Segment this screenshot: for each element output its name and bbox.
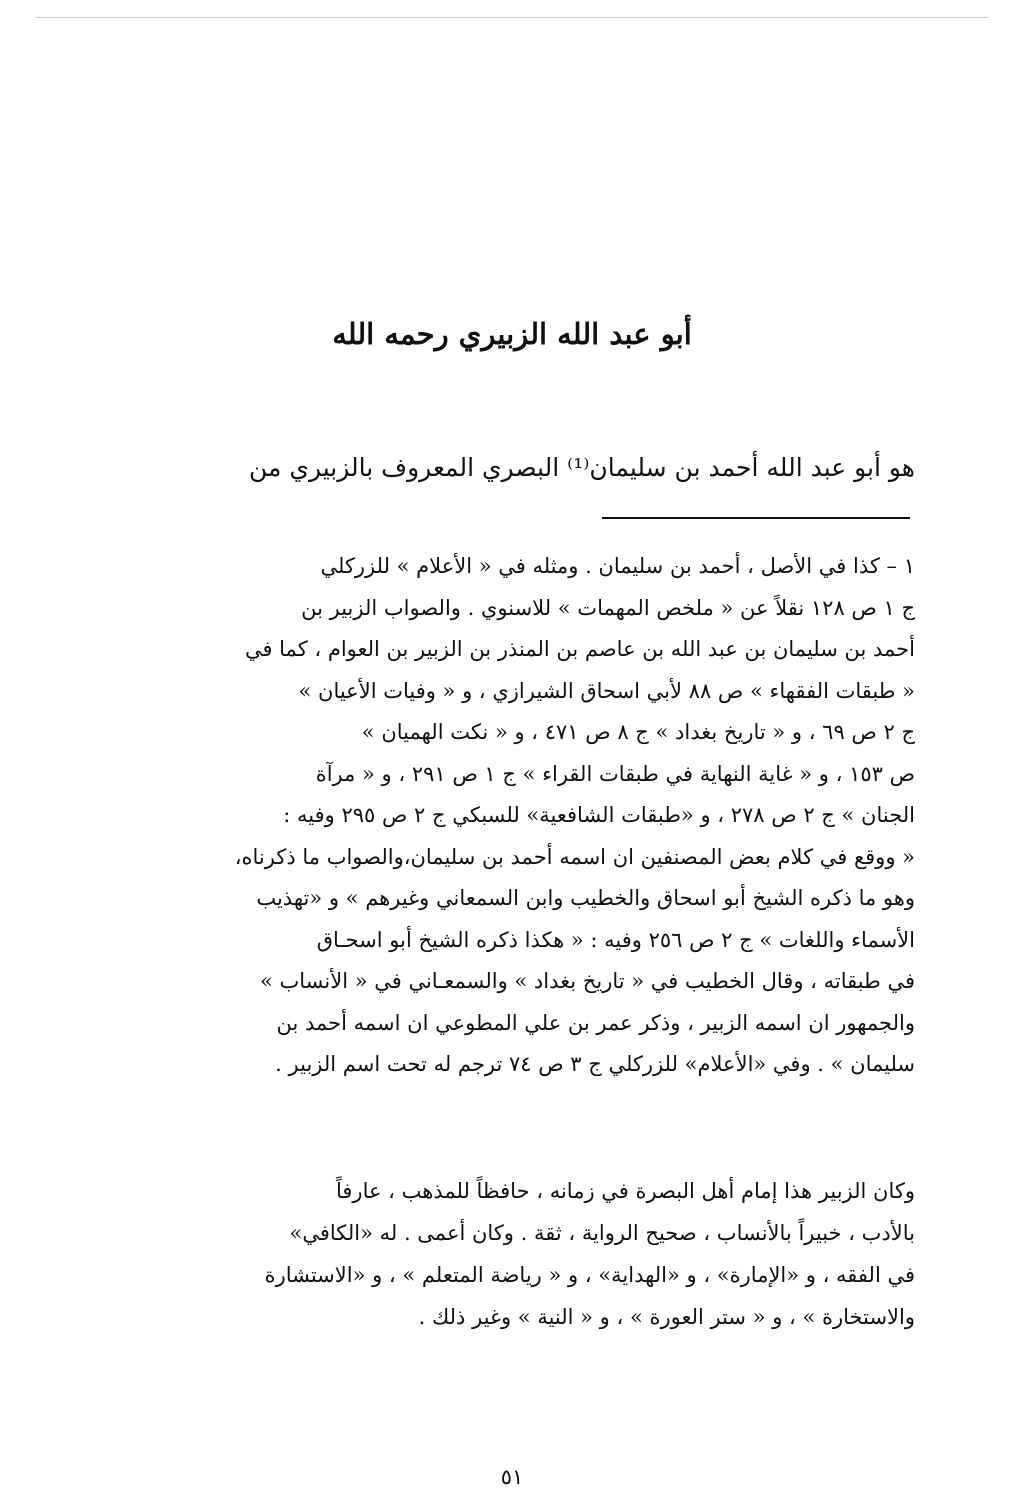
- footnote-line: سليمان » . وفي «الأعلام» للزركلي ج ٣ ص ٧٤ ترجم له تحت اسم الزبير .: [275, 1052, 915, 1076]
- footnote-line: ج ٢ ص ٦٩ ، و « تاريخ بغداد » ج ٨ ص ٤٧١ ، و « نكت الهميان »: [361, 720, 915, 744]
- footnote-line: ج ١ ص ١٢٨ نقلاً عن « ملخص المهمات » للاسنوي . والصواب الزبير بن: [301, 595, 915, 620]
- footnote-line: ١ – كذا في الأصل ، أحمد بن سليمان . ومثله في « الأعلام » للزركلي: [320, 554, 915, 578]
- footnote-line: « طبقات الفقهاء » ص ٨٨ لأبي اسحاق الشيرازي ، و « وفيات الأعيان »: [298, 678, 915, 703]
- body-line: هو أبو عبد الله أحمد بن سليمان⁽¹⁾ البصري المعروف بالزبيري من: [249, 453, 915, 482]
- body-text-first: [125, 446, 915, 490]
- footnote-rule: [602, 517, 910, 519]
- footnote-line: والجمهور ان اسمه الزبير ، وذكر عمر بن علي المطوعي ان اسمه أحمد بن: [276, 1010, 915, 1035]
- page-title: أبو عبد الله الزبيري رحمه الله: [332, 317, 692, 351]
- body-text-second: [125, 1170, 915, 1338]
- footnote-line: في طبقاته ، وقال الخطيب في « تاريخ بغداد » والسمعـاني في « الأنساب »: [259, 969, 915, 993]
- body-line: والاستخارة » ، و « ستر العورة » ، و « النية » وغير ذلك .: [418, 1305, 915, 1329]
- footnote-line: ص ١٥٣ ، و « غاية النهاية في طبقات القراء » ج ١ ص ٢٩١ ، و « مرآة: [315, 761, 915, 786]
- page-number: ٥١: [500, 1465, 524, 1489]
- footnote-block: [125, 546, 915, 1086]
- footnote-line: الجنان » ج ٢ ص ٢٧٨ ، و «طبقات الشافعية» للسبكي ج ٢ ص ٢٩٥ وفيه :: [283, 803, 915, 827]
- top-rule: [36, 17, 988, 18]
- footnote-line: أحمد بن سليمان بن عبد الله بن عاصم بن المنذر بن الزبير بن العوام ، كما في: [244, 637, 915, 661]
- footnote-line: وهو ما ذكره الشيخ أبو اسحاق والخطيب وابن السمعاني وغيرهم » و «تهذيب: [256, 886, 915, 910]
- footnote-line: « ووقع في كلام بعض المصنفين ان اسمه أحمد بن سليمان،والصواب ما ذكرناه،: [234, 844, 915, 869]
- body-line: وكان الزبير هذا إمام أهل البصرة في زمانه ، حافظاً للمذهب ، عارفاً: [336, 1179, 915, 1203]
- body-line: بالأدب ، خبيراً بالأنساب ، صحيح الرواية ، ثقة . وكان أعمى . له «الكافي»: [289, 1221, 915, 1245]
- body-line: في الفقه ، و «الإمارة» ، و «الهداية» ، و « رياضة المتعلم » ، و «الاستشارة: [264, 1263, 915, 1287]
- footnote-line: الأسماء واللغات » ج ٢ ص ٢٥٦ وفيه : « هكذا ذكره الشيخ أبو اسحـاق: [316, 927, 915, 952]
